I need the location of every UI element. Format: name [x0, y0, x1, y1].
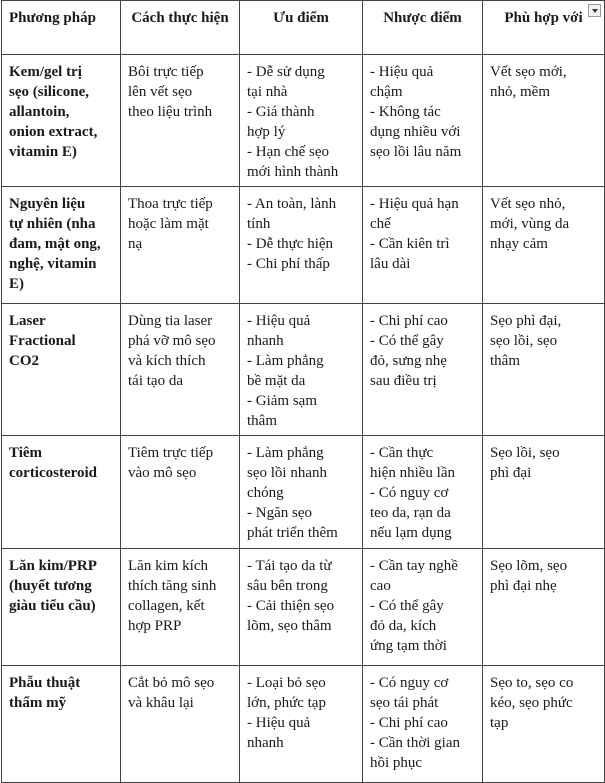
cell-line: nhỏ, mềm [490, 84, 550, 100]
table-row [2, 436, 605, 549]
cell-line: - Tái tạo da từ [247, 558, 332, 574]
cell-method [2, 304, 121, 436]
cell-line: chậm [370, 84, 403, 100]
cell-line: mới, vùng da [490, 216, 570, 232]
cell-how [121, 187, 240, 304]
header-cons: Nhược điểm [363, 1, 483, 55]
cell-line: hợp PRP [128, 618, 182, 634]
cell-line: thâm [490, 353, 520, 369]
header-how: Cách thực hiện [121, 1, 240, 55]
cell-line: onion extract, [9, 124, 98, 140]
cell-line: ứng tạm thời [370, 638, 447, 654]
cell-line: sẹo lồi lâu năm [370, 144, 462, 160]
cell-line: Cắt bỏ mô sẹo [128, 675, 215, 691]
cell-cons [363, 187, 483, 304]
cell-line: collagen, kết [128, 598, 205, 614]
header-pros: Ưu điểm [240, 1, 363, 55]
cell-line: Sẹo lồi, sẹo [490, 445, 560, 461]
cell-line: phát triển thêm [247, 525, 338, 541]
dropdown-arrow-icon[interactable] [588, 4, 601, 17]
cell-line: lâu dài [370, 256, 411, 272]
cell-fit [483, 304, 605, 436]
cell-how [121, 549, 240, 666]
cell-line: hợp lý [247, 124, 286, 140]
cell-line: - Loại bỏ sẹo [247, 675, 326, 691]
cell-line: nếu lạm dụng [370, 525, 452, 541]
cell-line: - Làm phẳng [247, 445, 324, 461]
cell-line: - Dễ sử dụng [247, 64, 325, 80]
cell-line: phá vỡ mô sẹo [128, 333, 216, 349]
cell-line: - Cần kiên trì [370, 236, 450, 252]
cell-line: lớn, phức tạp [247, 695, 326, 711]
cell-method [2, 55, 121, 187]
cell-line: Kem/gel trị [9, 64, 82, 80]
cell-line: - Cần thực [370, 445, 434, 461]
cell-line: cao [370, 578, 391, 594]
cell-method [2, 666, 121, 783]
cell-line: tái tạo da [128, 373, 183, 389]
cell-line: sẹo tái phát [370, 695, 439, 711]
cell-fit [483, 55, 605, 187]
cell-pros [240, 55, 363, 187]
cell-how [121, 666, 240, 783]
cell-line: (huyết tương [9, 578, 92, 594]
cell-how [121, 55, 240, 187]
header-method: Phương pháp [2, 1, 121, 55]
cell-line: kéo, sẹo phức [490, 695, 573, 711]
table-row [2, 187, 605, 304]
cell-line: nhạy cảm [490, 236, 548, 252]
cell-line: E) [9, 276, 24, 292]
cell-line: - Cải thiện sẹo [247, 598, 335, 614]
cell-line: đam, mật ong, [9, 236, 101, 252]
cell-line: nhanh [247, 333, 284, 349]
cell-line: Sẹo lõm, sẹo [490, 558, 568, 574]
cell-method [2, 436, 121, 549]
cell-line: hồi phục [370, 755, 423, 771]
cell-line: Tiêm trực tiếp [128, 445, 214, 461]
cell-line: - Hiệu quả [370, 64, 434, 80]
cell-line: nhanh [247, 735, 284, 751]
cell-line: sẹo lồi nhanh [247, 465, 327, 481]
header-fit: Phù hợp với [483, 1, 605, 55]
cell-cons [363, 666, 483, 783]
cell-line: - Có thể gây [370, 333, 444, 349]
cell-line: - Hiệu quả [247, 715, 311, 731]
cell-line: phì đại nhẹ [490, 578, 557, 594]
cell-line: allantoin, [9, 104, 70, 120]
cell-line: Fractional [9, 333, 76, 349]
cell-method [2, 549, 121, 666]
cell-line: Thoa trực tiếp [128, 196, 213, 212]
cell-line: - Hạn chế sẹo [247, 144, 330, 160]
cell-pros [240, 304, 363, 436]
cell-cons [363, 55, 483, 187]
cell-line: Bôi trực tiếp [128, 64, 204, 80]
cell-line: tại nhà [247, 84, 288, 100]
cell-fit [483, 187, 605, 304]
cell-line: vào mô sẹo [128, 465, 197, 481]
cell-line: - Chi phí thấp [247, 256, 330, 272]
cell-line: - Làm phẳng [247, 353, 324, 369]
cell-line: Laser [9, 313, 46, 329]
cell-pros [240, 666, 363, 783]
cell-cons [363, 304, 483, 436]
cell-line: hoặc làm mặt [128, 216, 209, 232]
cell-line: Dùng tia laser [128, 313, 213, 329]
cell-line: Lăn kim/PRP [9, 558, 97, 574]
cell-line: - Chi phí cao [370, 313, 448, 329]
cell-cons [363, 549, 483, 666]
cell-line: và khâu lại [128, 695, 194, 711]
cell-line: tự nhiên (nha [9, 216, 96, 232]
cell-line: phì đại [490, 465, 532, 481]
cell-line: và kích thích [128, 353, 206, 369]
cell-line: - Cần thời gian [370, 735, 460, 751]
cell-fit [483, 549, 605, 666]
cell-pros [240, 436, 363, 549]
cell-fit [483, 666, 605, 783]
cell-line: theo liệu trình [128, 104, 213, 120]
cell-line: chế [370, 216, 391, 232]
cell-line: Nguyên liệu [9, 196, 86, 212]
cell-pros [240, 187, 363, 304]
cell-line: Vết sẹo mới, [490, 64, 567, 80]
cell-line: - Có nguy cơ [370, 675, 449, 691]
cell-line: Sẹo to, sẹo co [490, 675, 574, 691]
cell-line: thẩm mỹ [9, 695, 67, 711]
cell-line: - Giảm sạm [247, 393, 317, 409]
table-row [2, 304, 605, 436]
cell-line: sẹo (silicone, [9, 84, 89, 100]
cell-method [2, 187, 121, 304]
cell-line: thích tăng sinh [128, 578, 217, 594]
cell-line: giàu tiểu cầu) [9, 598, 96, 614]
cell-line: - Có thể gây [370, 598, 444, 614]
cell-line: mới hình thành [247, 164, 339, 180]
cell-line: tạp [490, 715, 509, 731]
cell-how [121, 436, 240, 549]
cell-pros [240, 549, 363, 666]
cell-fit [483, 436, 605, 549]
cell-line: teo da, rạn da [370, 505, 451, 521]
cell-line: lên vết sẹo [128, 84, 193, 100]
cell-line: - Không tác [370, 104, 441, 120]
cell-line: - Có nguy cơ [370, 485, 449, 501]
cell-cons [363, 436, 483, 549]
cell-line: lõm, sẹo thâm [247, 618, 332, 634]
cell-line: chóng [247, 485, 284, 501]
cell-line: Vết sẹo nhỏ, [490, 196, 566, 212]
cell-line: - Hiệu quả hạn [370, 196, 459, 212]
cell-line: sẹo lồi, sẹo [490, 333, 558, 349]
cell-line: - Cần tay nghề [370, 558, 458, 574]
cell-line: sau điều trị [370, 373, 437, 389]
cell-line: - Hiệu quả [247, 313, 311, 329]
cell-line: bề mặt da [247, 373, 306, 389]
cell-line: nghệ, vitamin [9, 256, 97, 272]
cell-line: Tiêm [9, 445, 43, 461]
cell-line: sâu bên trong [247, 578, 328, 594]
cell-line: Lăn kim kích [128, 558, 208, 574]
cell-line: corticosteroid [9, 465, 98, 481]
cell-line: Phẫu thuật [9, 675, 81, 691]
cell-line: CO2 [9, 353, 39, 369]
cell-line: nạ [128, 236, 143, 252]
table-row [2, 55, 605, 187]
cell-line: - An toàn, lành [247, 196, 337, 212]
cell-line: vitamin E) [9, 144, 77, 160]
cell-line: - Chi phí cao [370, 715, 448, 731]
cell-line: đỏ, sưng nhẹ [370, 353, 447, 369]
cell-line: đỏ da, kích [370, 618, 437, 634]
table-row [2, 549, 605, 666]
table-row [2, 666, 605, 783]
header-row [2, 1, 605, 55]
cell-line: dụng nhiều với [370, 124, 461, 140]
cell-line: - Ngăn sẹo [247, 505, 312, 521]
cell-line: - Giá thành [247, 104, 315, 120]
cell-line: thâm [247, 413, 277, 429]
cell-line: Sẹo phì đại, [490, 313, 562, 329]
cell-line: - Dễ thực hiện [247, 236, 334, 252]
cell-how [121, 304, 240, 436]
cell-line: hiện nhiều lần [370, 465, 455, 481]
cell-line: tính [247, 216, 271, 232]
comparison-table [1, 0, 605, 783]
